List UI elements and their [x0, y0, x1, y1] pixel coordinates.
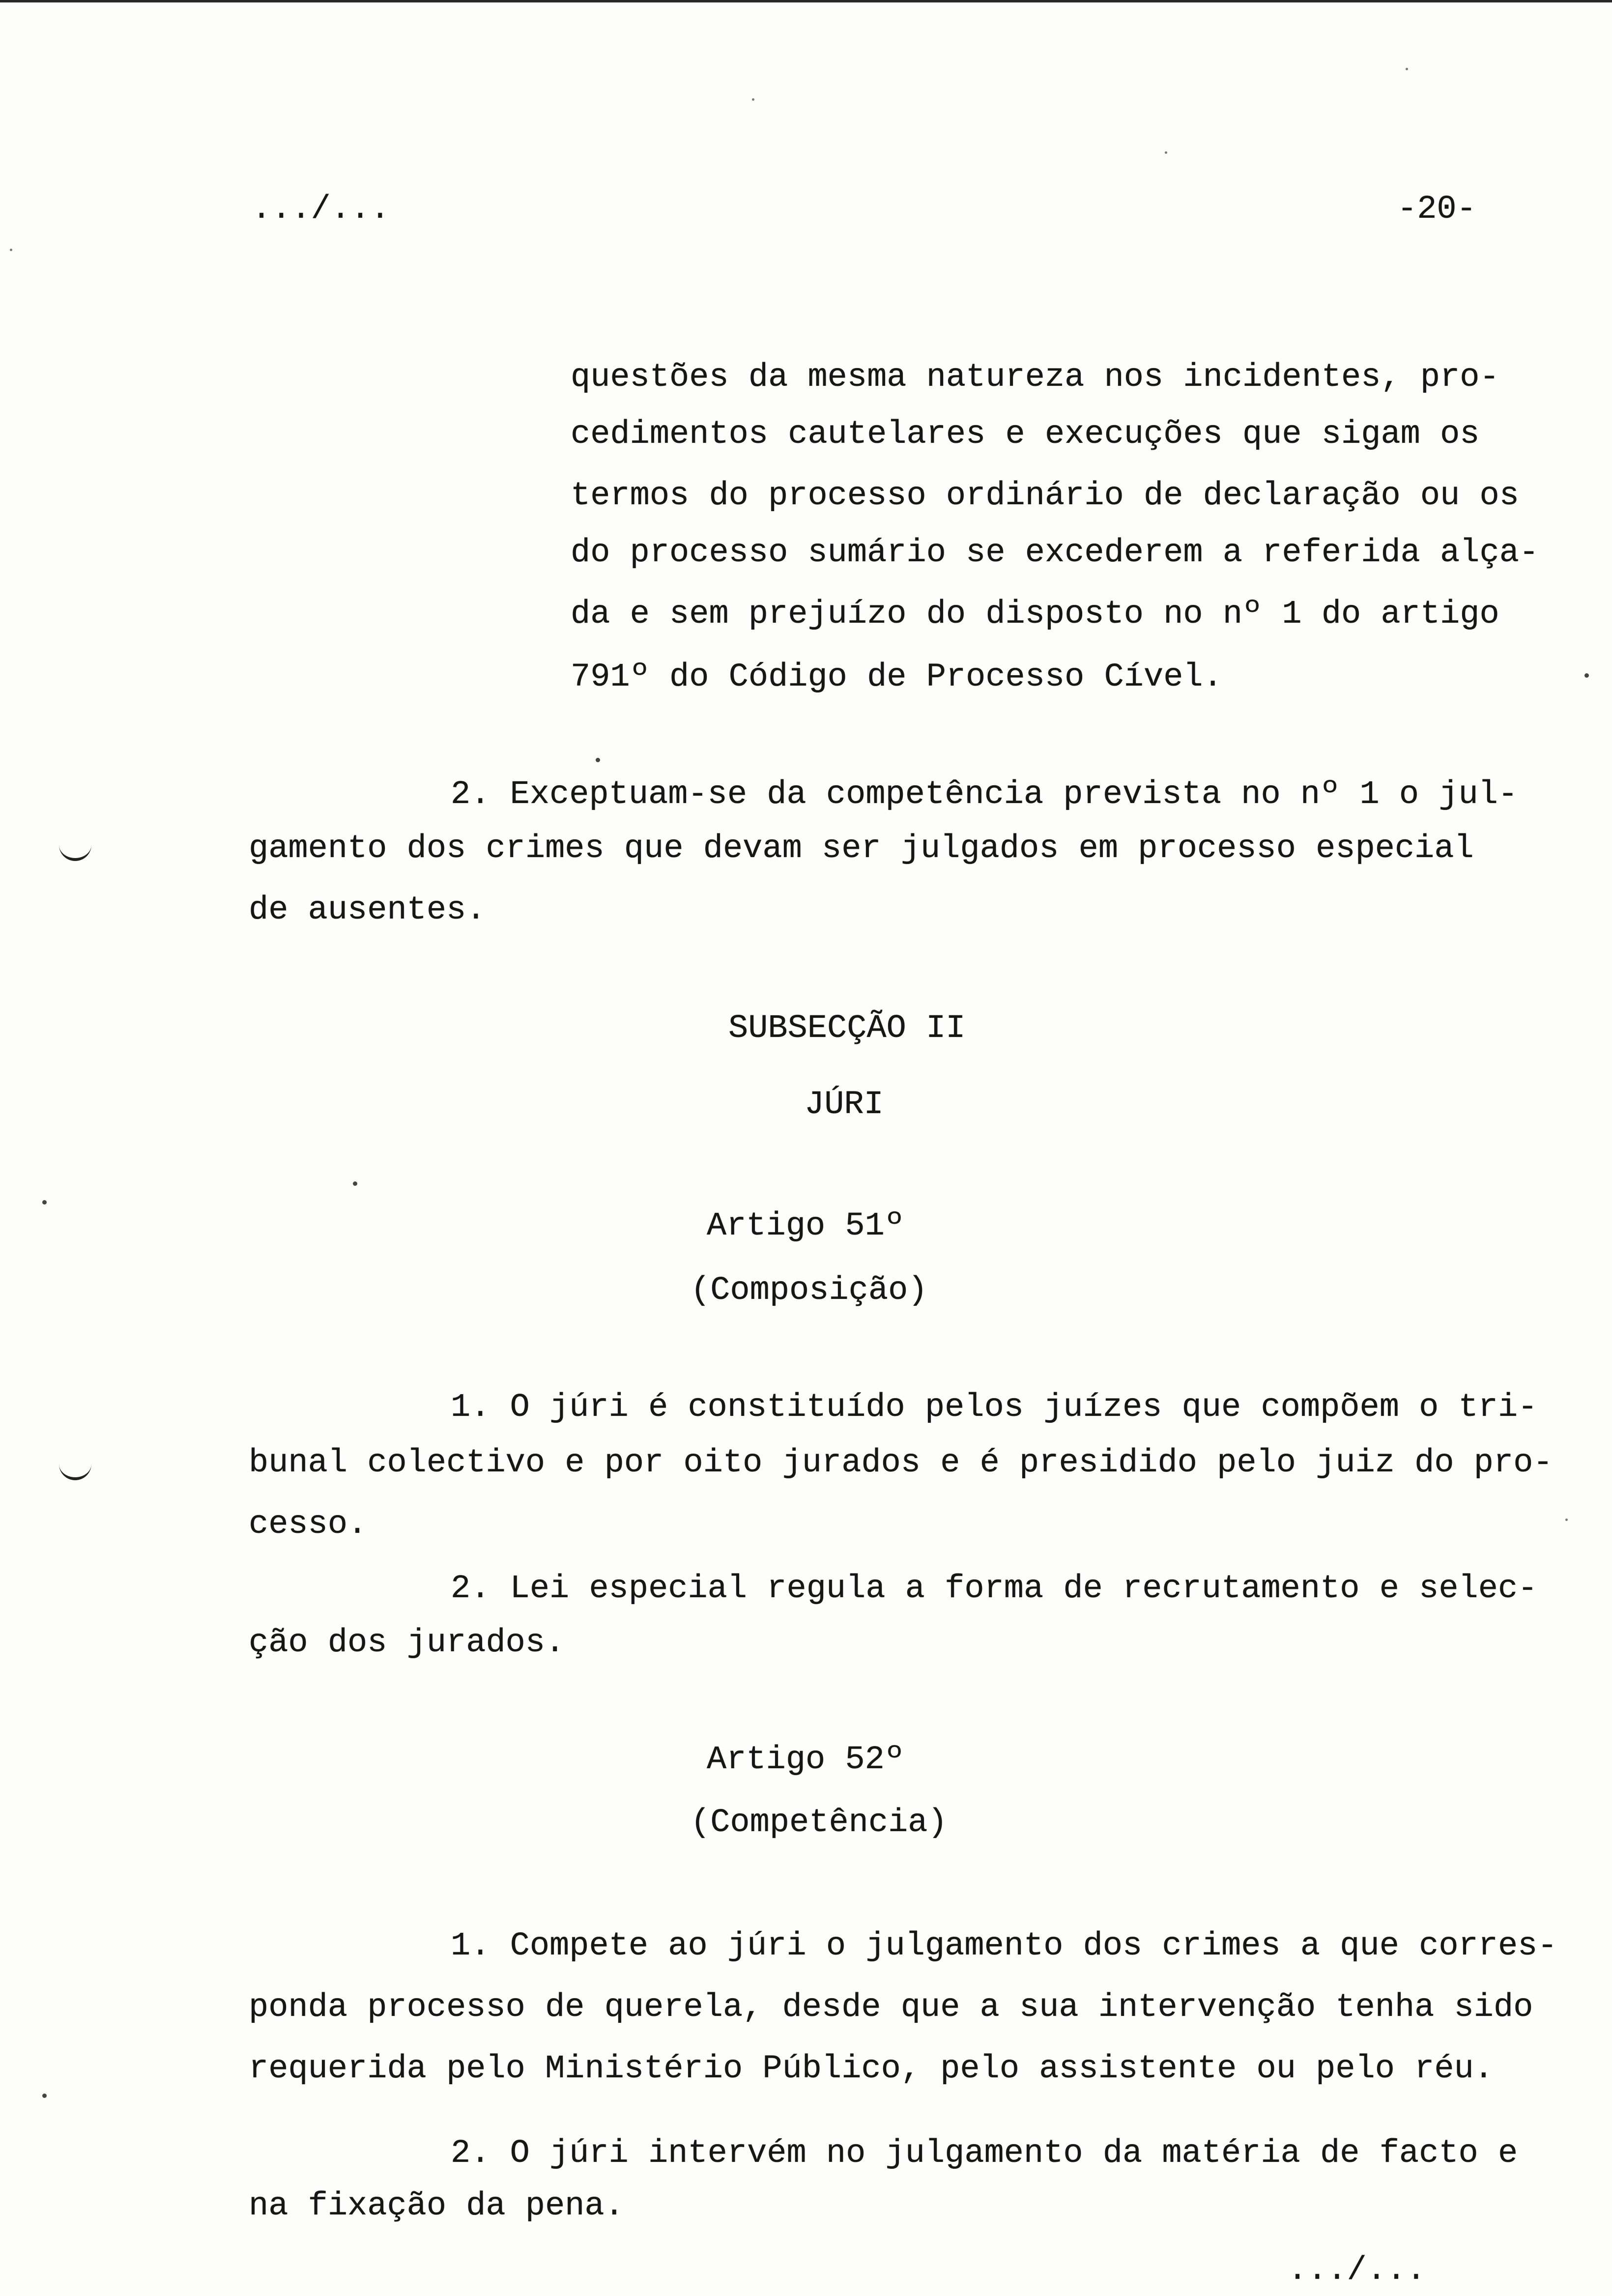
text-line: 1. Compete ao júri o julgamento dos crimes a que corres-: [451, 1927, 1557, 1965]
text-line: questões da mesma natureza nos incidentes, pro-: [571, 359, 1499, 396]
subsection-title: JÚRI: [805, 1086, 884, 1123]
scan-speck: [1584, 673, 1589, 678]
scan-top-edge: [0, 0, 1612, 2]
text-line: ção dos jurados.: [249, 1624, 565, 1662]
scan-speck: [42, 1200, 47, 1205]
text-line: 2. Exceptuam-se da competência prevista no nº 1 o jul-: [451, 776, 1518, 813]
footer-continuation-marker: .../...: [1288, 2252, 1426, 2289]
text-line: 1. O júri é constituído pelos juízes que compõem o tri-: [451, 1389, 1538, 1426]
scan-speck: [1406, 68, 1408, 70]
text-line: cedimentos cautelares e execuções que sigam os: [571, 416, 1480, 453]
text-line: requerida pelo Ministério Público, pelo assistente ou pelo réu.: [249, 2050, 1494, 2088]
scan-speck: [1165, 151, 1167, 154]
article-title: (Composição): [691, 1272, 928, 1309]
text-line: 2. O júri intervém no julgamento da matéria de facto e: [451, 2135, 1518, 2172]
punch-hole-mark: [59, 841, 91, 861]
text-line: da e sem prejuízo do disposto no nº 1 do artigo: [571, 596, 1499, 633]
scan-speck: [596, 758, 600, 762]
page-number: -20-: [1397, 191, 1476, 228]
text-line: na fixação da pena.: [249, 2187, 624, 2225]
scan-speck: [10, 249, 12, 251]
punch-hole-mark: [59, 1461, 91, 1480]
article-heading: Artigo 51º: [707, 1207, 905, 1245]
subsection-heading: SUBSECÇÃO II: [728, 1010, 966, 1047]
scan-speck: [752, 98, 754, 101]
scan-speck: [1565, 1519, 1568, 1521]
text-line: 2. Lei especial regula a forma de recrutamento e selec-: [451, 1570, 1538, 1607]
text-line: bunal colectivo e por oito jurados e é presidido pelo juiz do pro-: [249, 1444, 1553, 1482]
text-line: termos do processo ordinário de declaração ou os: [571, 477, 1519, 515]
text-line: do processo sumário se excederem a referida alça-: [571, 534, 1539, 572]
text-line: 791º do Código de Processo Cível.: [571, 659, 1223, 696]
article-title: (Competência): [691, 1804, 948, 1841]
text-line: gamento dos crimes que devam ser julgados em processo especial: [249, 830, 1474, 867]
text-line: ponda processo de querela, desde que a sua intervenção tenha sido: [249, 1989, 1533, 2026]
article-heading: Artigo 52º: [707, 1741, 905, 1779]
text-line: cesso.: [249, 1506, 368, 1543]
text-line: de ausentes.: [249, 891, 486, 929]
scan-speck: [42, 2094, 47, 2098]
scan-speck: [353, 1181, 357, 1186]
header-continuation-marker: .../...: [252, 191, 390, 228]
